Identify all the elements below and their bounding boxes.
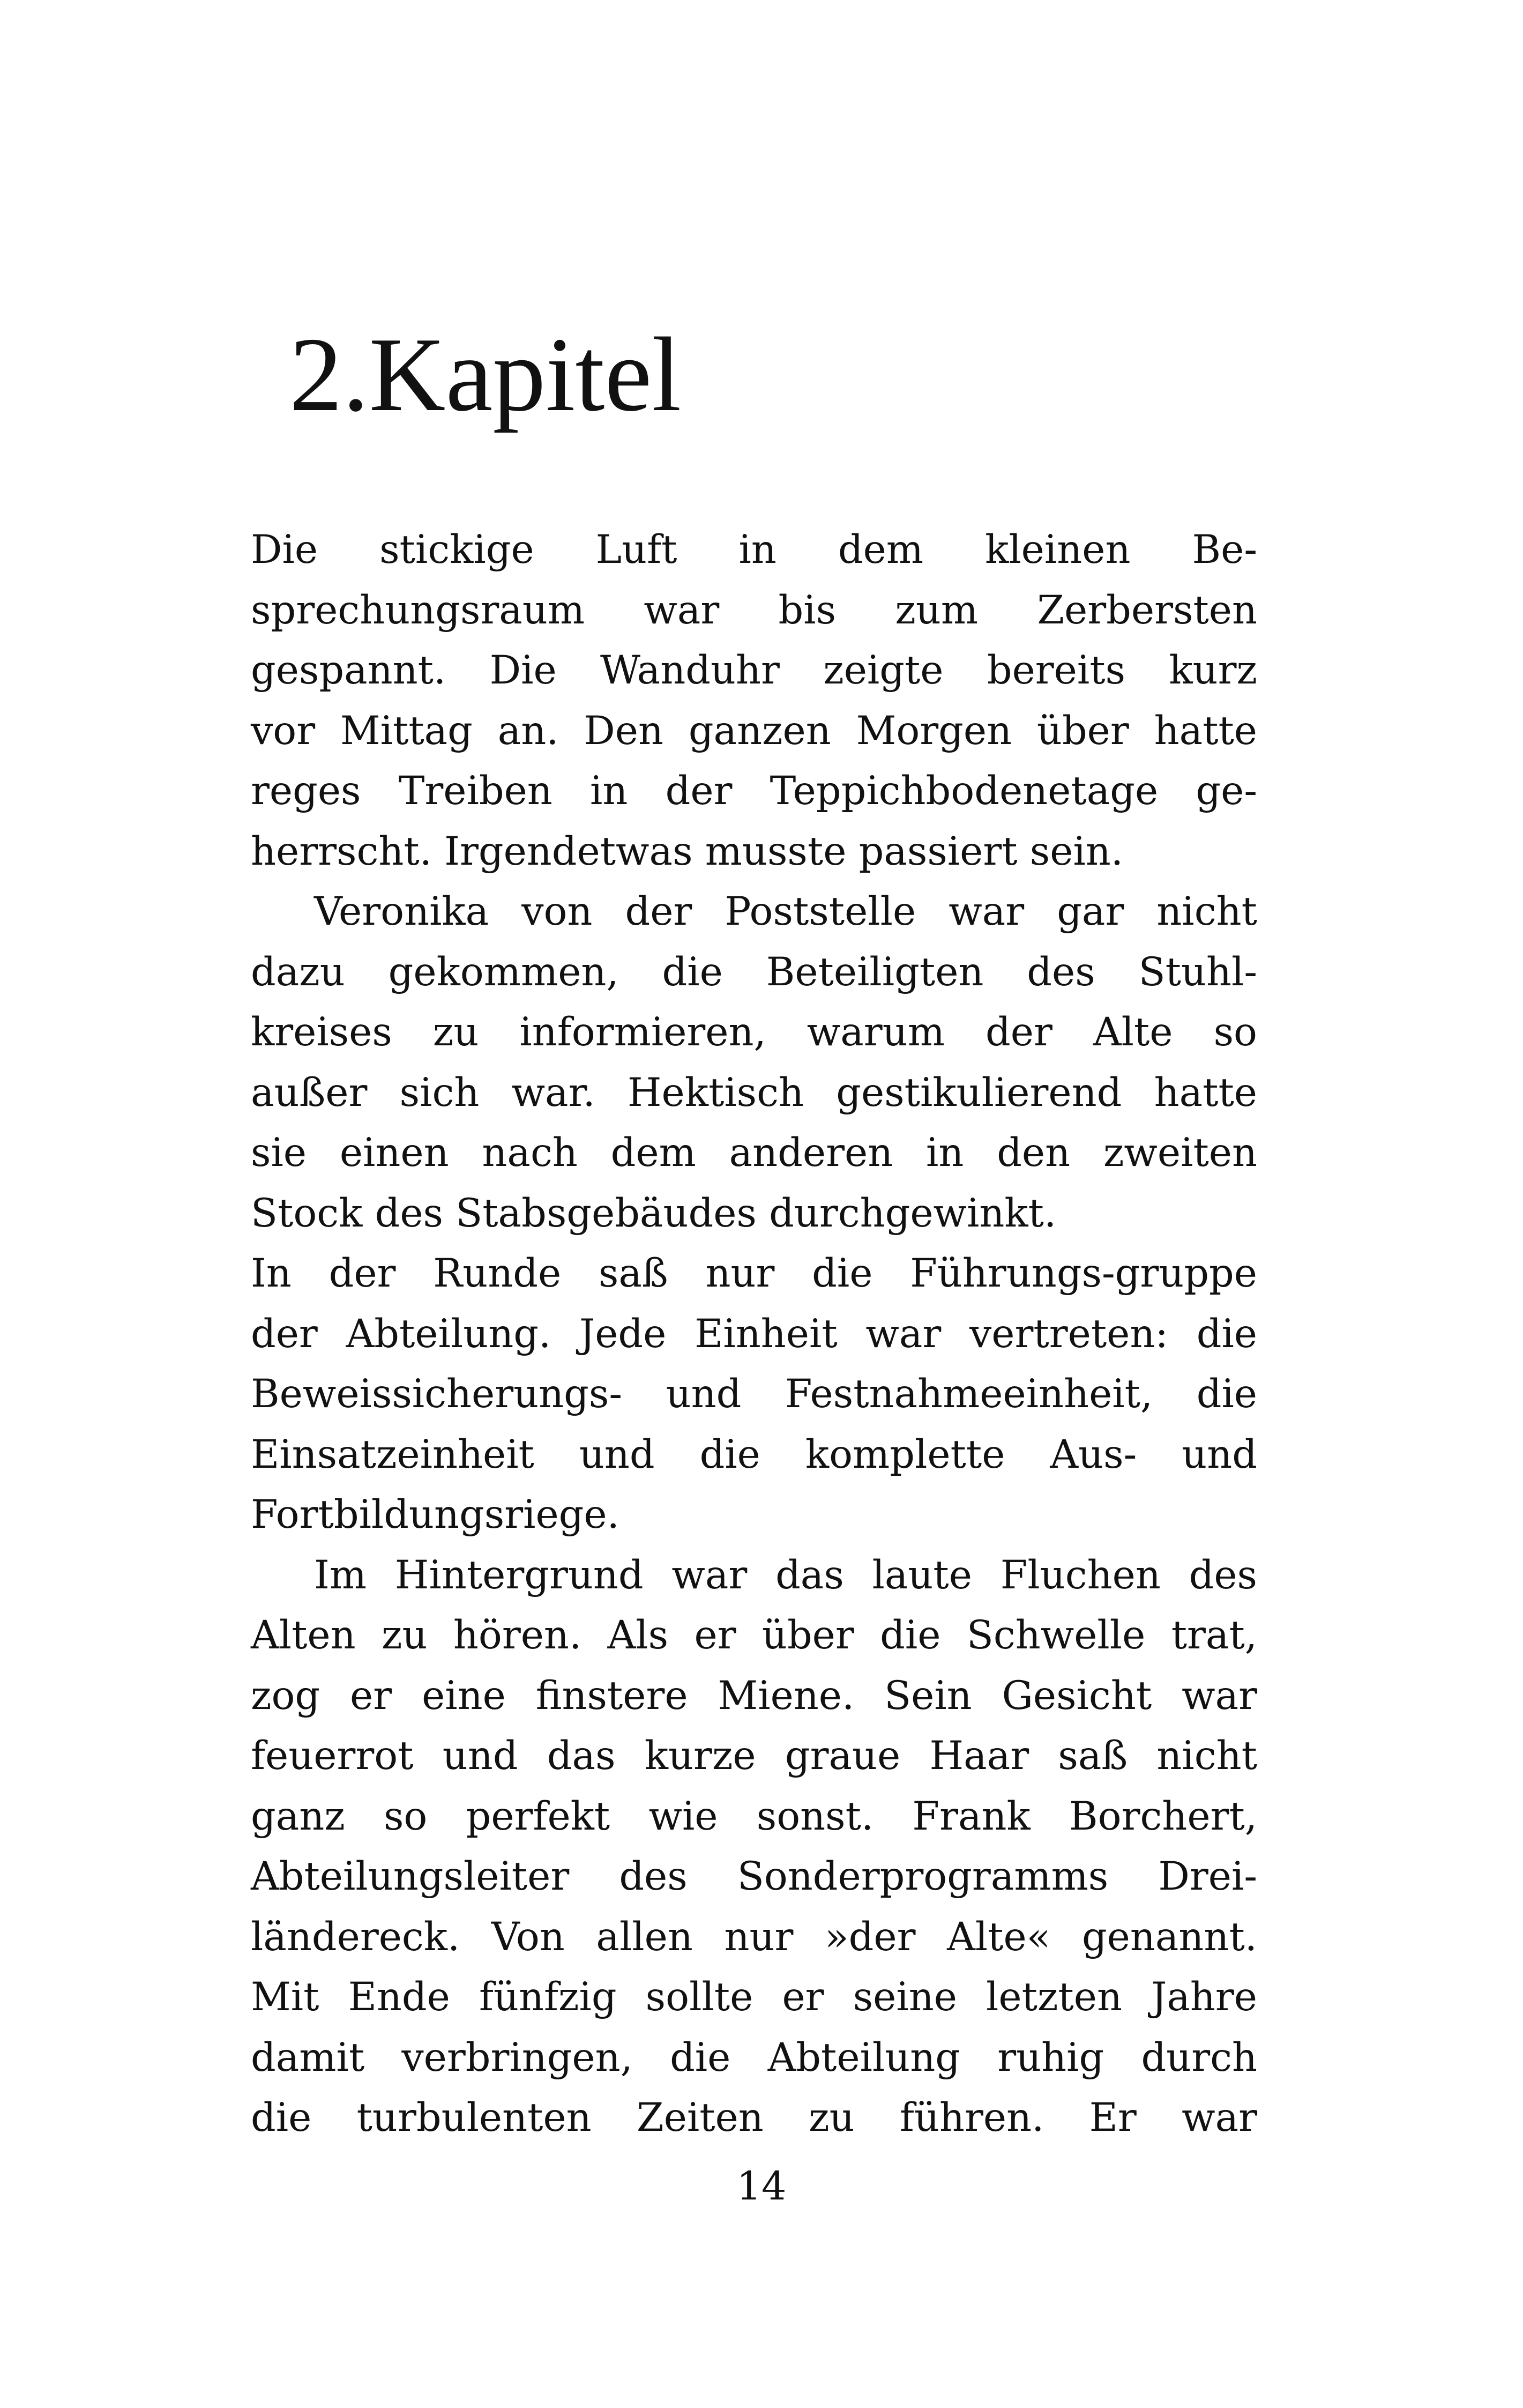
text-line: sie einen nach dem anderen in den zweiten xyxy=(251,1130,1257,1176)
body-text xyxy=(251,520,1257,2149)
text-line: damit verbringen, die Abteilung ruhig durch xyxy=(251,2034,1257,2080)
chapter-title: 2.Kapitel xyxy=(289,316,682,433)
paragraph xyxy=(251,1244,1257,1545)
text-line: dazu gekommen, die Beteiligten des Stuhl- xyxy=(251,949,1257,995)
paragraph xyxy=(251,520,1257,882)
text-line: zog er eine finstere Miene. Sein Gesicht war xyxy=(251,1673,1257,1719)
text-line: In der Runde saß nur die Führungs-gruppe xyxy=(251,1251,1257,1296)
text-line: sprechungsraum war bis zum Zerbersten xyxy=(251,587,1257,633)
text-line: außer sich war. Hektisch gestikulierend hatte xyxy=(251,1069,1257,1116)
paragraph xyxy=(251,1545,1257,2149)
text-line: Im Hintergrund war das laute Fluchen des xyxy=(314,1552,1257,1598)
text-line: Die stickige Luft in dem kleinen Be- xyxy=(251,527,1257,573)
text-line: gespannt. Die Wanduhr zeigte bereits kurz xyxy=(251,648,1257,693)
text-line: die turbulenten Zeiten zu führen. Er war xyxy=(251,2095,1257,2141)
text-line: Abteilungsleiter des Sonderprogramms Drei- xyxy=(251,1854,1257,1899)
text-line: Veronika von der Poststelle war gar nicht xyxy=(314,889,1257,934)
text-line: feuerrot und das kurze graue Haar saß nicht xyxy=(251,1733,1257,1779)
text-line: Einsatzeinheit und die komplette Aus- und xyxy=(251,1431,1257,1477)
text-line: Fortbildungsriege. xyxy=(251,1492,619,1537)
text-line: Mit Ende fünfzig sollte er seine letzten Jahre xyxy=(251,1974,1257,2020)
text-line: reges Treiben in der Teppichbodenetage ge- xyxy=(251,768,1257,814)
text-line: ganz so perfekt wie sonst. Frank Borchert, xyxy=(251,1793,1257,1839)
paragraph xyxy=(251,882,1257,1244)
page-number: 14 xyxy=(736,2164,787,2209)
text-line: Beweissicherungs- und Festnahmeeinheit, die xyxy=(251,1371,1257,1417)
text-line: kreises zu informieren, warum der Alte so xyxy=(251,1009,1257,1055)
text-line: ländereck. Von allen nur »der Alte« genannt. xyxy=(251,1914,1257,1960)
text-line: herrscht. Irgendetwas musste passiert sein. xyxy=(251,828,1124,874)
text-line: Stock des Stabsgebäudes durchgewinkt. xyxy=(251,1190,1057,1236)
text-line: der Abteilung. Jede Einheit war vertreten: die xyxy=(251,1311,1257,1357)
text-line: Alten zu hören. Als er über die Schwelle trat, xyxy=(251,1612,1257,1658)
text-line: vor Mittag an. Den ganzen Morgen über hatte xyxy=(251,708,1257,754)
